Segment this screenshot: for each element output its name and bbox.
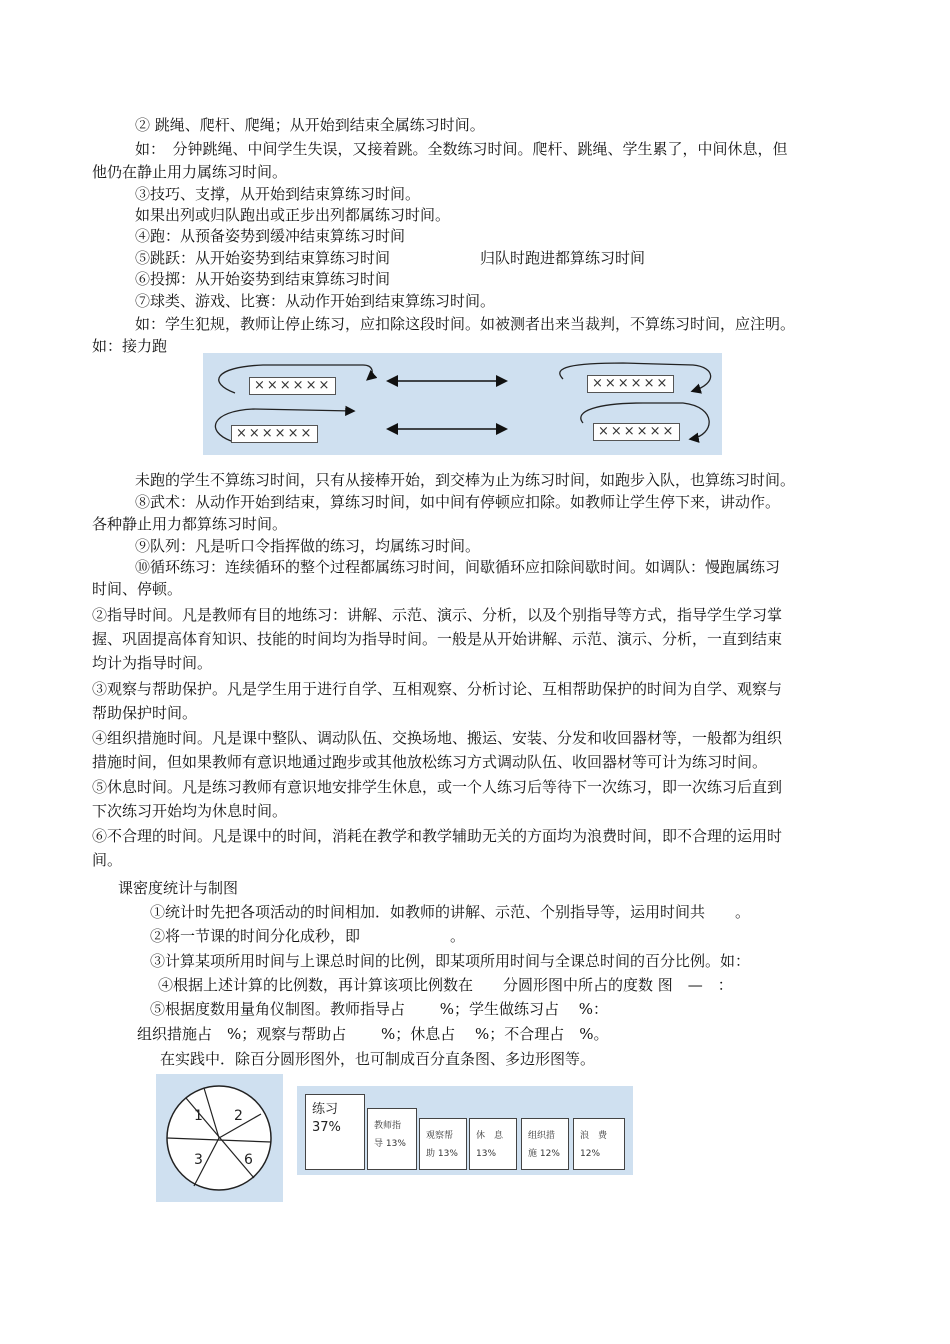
text-line: ③计算某项所用时间与上课总时间的比例，即某项所用时间与全课总时间的百分比例。如： xyxy=(150,952,751,970)
text-line: 均计为指导时间。 xyxy=(92,654,213,672)
bar-label: 练习 xyxy=(312,1102,339,1117)
text-line: ①统计时先把各项活动的时间相加．如教师的讲解、示范、个别指导等，运用时间共 。 xyxy=(150,903,751,921)
text-line: 间。 xyxy=(92,851,123,869)
text-line: ⑤根据度数用量角仪制图。教师指导占 %；学生做练习占 %： xyxy=(150,1000,609,1018)
relay-box: ×××××× xyxy=(249,377,336,395)
bar-value: 助 13% xyxy=(426,1149,458,1159)
text-line: 措施时间，但如果教师有意识地通过跑步或其他放松练习方式调动队伍、收回器材等可计为练习时间。 xyxy=(92,753,768,771)
bar-waste xyxy=(573,1118,625,1170)
text-line: ④跑：从预备姿势到缓冲结束算练习时间 xyxy=(135,227,406,245)
text-line: ②指导时间。凡是教师有目的地练习：讲解、示范、演示、分析，以及个别指导等方式，指导学生学习掌 xyxy=(92,606,783,624)
text-line: 归队时跑进都算练习时间 xyxy=(480,249,646,267)
bar-label: 浪 费 xyxy=(580,1131,608,1141)
text-line: 在实践中．除百分圆形图外，也可制成百分直条图、多边形图等。 xyxy=(160,1050,596,1068)
relay-diagram xyxy=(203,353,722,455)
text-line: ⑩循环练习：连续循环的整个过程都属练习时间，间歇循环应扣除间歇时间。如调队：慢跑属练习 xyxy=(135,558,781,576)
text-line: ④组织措施时间。凡是课中整队、调动队伍、交换场地、搬运、安装、分发和收回器材等，一般都为组织 xyxy=(92,729,783,747)
bar-label: 观察帮 xyxy=(426,1131,454,1141)
bar-label: 休 息 xyxy=(476,1131,504,1141)
bar-practice xyxy=(305,1094,365,1170)
bar-value: 导 13% xyxy=(374,1139,406,1149)
bar-value: 12% xyxy=(580,1149,601,1159)
text-line: ⑤跳跃：从开始姿势到结束算练习时间 xyxy=(135,249,391,267)
text-line: 组织措施占 %；观察与帮助占 %；休息占 %；不合理占 %。 xyxy=(137,1025,609,1043)
text-line: 如： 分钟跳绳、中间学生失误，又接着跳。全数练习时间。爬杆、跳绳、学生累了，中间休息，但 xyxy=(135,140,788,158)
relay-box: ×××××× xyxy=(231,425,318,443)
bar-observe-help xyxy=(419,1118,467,1170)
bar-label: 教师指 xyxy=(374,1121,402,1131)
text-line: 各种静止用力都算练习时间。 xyxy=(92,515,288,533)
text-line: ⑨队列：凡是听口令指挥做的练习，均属练习时间。 xyxy=(135,537,481,555)
pie-diagram xyxy=(156,1074,283,1202)
text-line: 如：接力跑 xyxy=(92,337,168,355)
bar-value: 13% xyxy=(476,1149,497,1159)
text-line: ④根据上述计算的比例数，再计算该项比例数在 分圆形图中所占的度数 图 — ： xyxy=(158,976,733,994)
text-line: 未跑的学生不算练习时间，只有从接棒开始，到交棒为止为练习时间，如跑步入队，也算练习时间。 xyxy=(135,471,796,489)
text-line: 时间、停顿。 xyxy=(92,580,183,598)
bar-value: 37% xyxy=(312,1120,341,1135)
text-line: 握、巩固提高体育知识、技能的时间均为指导时间。一般是从开始讲解、示范、演示、分析，一直到结束 xyxy=(92,630,783,648)
pie-label: 2 xyxy=(234,1108,243,1124)
pie-label: 1 xyxy=(194,1108,203,1124)
section-heading: 课密度统计与制图 xyxy=(118,879,239,897)
pie-label: 6 xyxy=(244,1152,253,1168)
bar-organization xyxy=(521,1118,569,1170)
text-line: 帮助保护时间。 xyxy=(92,704,198,722)
text-line: ⑦球类、游戏、比赛：从动作开始到结束算练习时间。 xyxy=(135,292,496,310)
bar-diagram xyxy=(297,1086,633,1175)
text-line: ⑤休息时间。凡是练习教师有意识地安排学生休息，或一个人练习后等待下一次练习，即一次练习后直到 xyxy=(92,778,783,796)
text-line: 如：学生犯规，教师让停止练习，应扣除这段时间。如被测者出来当裁判，不算练习时间，应注明。 xyxy=(135,315,796,333)
text-line: 下次练习开始均为休息时间。 xyxy=(92,802,288,820)
text-line: ⑧武术：从动作开始到结束，算练习时间，如中间有停顿应扣除。如教师让学生停下来，讲动作。 xyxy=(135,493,781,511)
text-line: ⑥投掷：从开始姿势到结束算练习时间 xyxy=(135,270,391,288)
text-line: 如果出列或归队跑出或正步出列都属练习时间。 xyxy=(135,206,451,224)
text-line: 他仍在静止用力属练习时间。 xyxy=(92,163,288,181)
relay-box: ×××××× xyxy=(587,375,674,393)
pie-lines xyxy=(156,1074,283,1202)
text-line: ③观察与帮助保护。凡是学生用于进行自学、互相观察、分析讨论、互相帮助保护的时间为自学、观察与 xyxy=(92,680,783,698)
text-line: ②将一节课的时间分化成秒，即 。 xyxy=(150,927,466,945)
bar-value: 施 12% xyxy=(528,1149,560,1159)
bar-label: 组织措 xyxy=(528,1131,556,1141)
bar-rest xyxy=(469,1118,517,1170)
relay-box: ×××××× xyxy=(593,423,680,441)
text-line: ③技巧、支撑，从开始到结束算练习时间。 xyxy=(135,185,421,203)
text-line: ② 跳绳、爬杆、爬绳；从开始到结束全属练习时间。 xyxy=(135,116,485,134)
bar-teacher-guidance xyxy=(367,1108,417,1170)
pie-label: 3 xyxy=(194,1152,203,1168)
text-line: ⑥不合理的时间。凡是课中的时间，消耗在教学和教学辅助无关的方面均为浪费时间，即不合理的运用时 xyxy=(92,827,783,845)
